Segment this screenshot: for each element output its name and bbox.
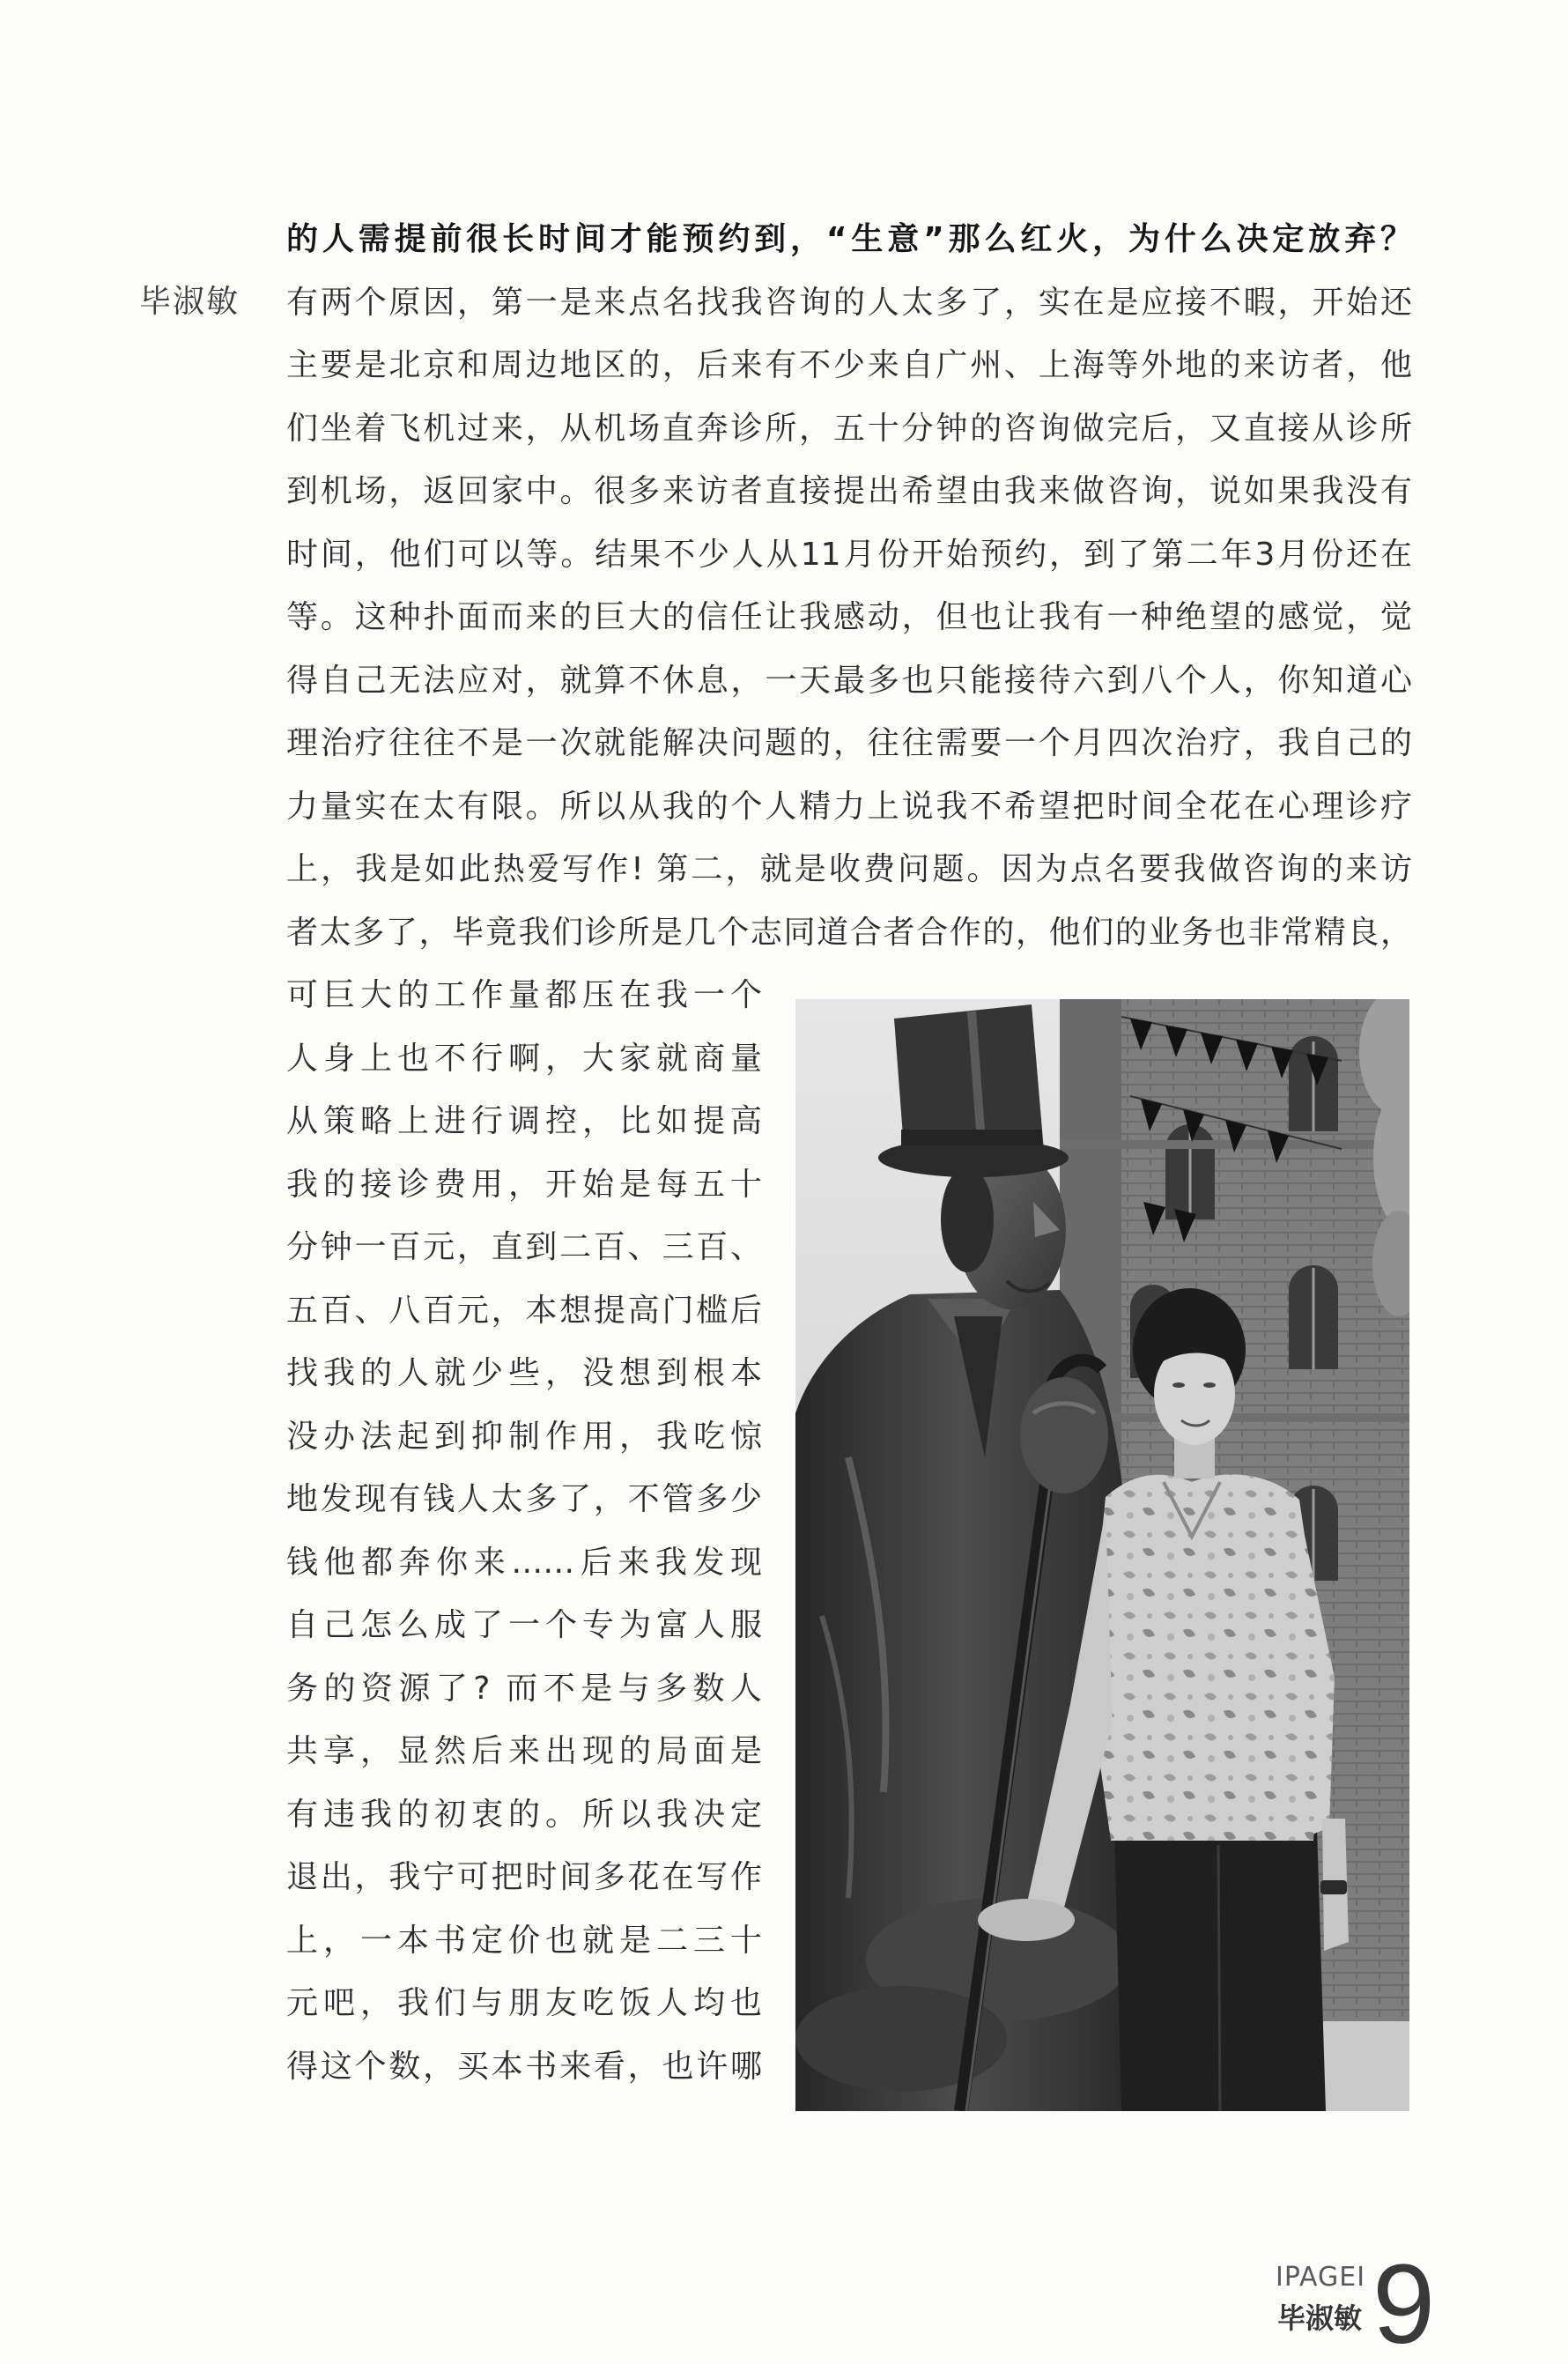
answer-line: 理治疗往往不是一次就能解决问题的，往往需要一个月四次治疗，我自己的 — [286, 725, 1412, 761]
photo-statue-and-author — [795, 999, 1409, 2111]
answer-line: 共享，显然后来出现的局面是 — [286, 1733, 762, 1769]
answer-line: 们坐着飞机过来，从机场直奔诊所，五十分钟的咨询做完后，又直接从诊所 — [286, 410, 1412, 447]
answer-line: 得自己无法应对，就算不休息，一天最多也只能接待六到八个人，你知道心 — [286, 662, 1412, 699]
answer-line: 可巨大的工作量都压在我一个 — [286, 977, 762, 1013]
answer-line: 主要是北京和周边地区的，后来有不少来自广州、上海等外地的来访者，他 — [286, 347, 1412, 383]
speaker-label: 毕淑敏 — [139, 284, 240, 320]
answer-line: 找我的人就少些，没想到根本 — [286, 1355, 762, 1391]
answer-line: 从策略上进行调控，比如提高 — [286, 1103, 762, 1139]
statue-hand — [1020, 1377, 1108, 1493]
answer-line: 有两个原因，第一是来点名找我咨询的人太多了，实在是应接不暇，开始还 — [286, 284, 1412, 321]
woman-hand — [978, 1899, 1075, 1941]
question-line: 的人需提前很长时间才能预约到，“生意”那么红火，为什么决定放弃？ — [286, 221, 1412, 257]
running-footer-author: 毕淑敏 — [1277, 2301, 1363, 2335]
answer-line: 上，一本书定价也就是二三十 — [286, 1922, 762, 1959]
answer-line: 我的接诊费用，开始是每五十 — [286, 1166, 762, 1203]
answer-line: 得这个数，买本书来看，也许哪 — [286, 2048, 762, 2085]
answer-line: 退出，我宁可把时间多花在写作 — [286, 1859, 762, 1895]
answer-line: 者太多了，毕竟我们诊所是几个志同道合者合作的，他们的业务也非常精良， — [286, 914, 1412, 951]
answer-line: 时间，他们可以等。结果不少人从11月份开始预约，到了第二年3月份还在 — [286, 536, 1412, 573]
page-number: 9 — [1372, 2242, 1436, 2364]
answer-line: 上，我是如此热爱写作! 第二，就是收费问题。因为点名要我做咨询的来访 — [286, 851, 1412, 887]
answer-line: 元吧，我们与朋友吃饭人均也 — [286, 1985, 762, 2021]
answer-line: 自己怎么成了一个专为富人服 — [286, 1607, 762, 1643]
answer-line: 人身上也不行啊，大家就商量 — [286, 1040, 762, 1077]
answer-line: 地发现有钱人太多了，不管多少 — [286, 1481, 762, 1517]
answer-line: 钱他都奔你来……后来我发现 — [286, 1544, 762, 1581]
answer-line: 力量实在太有限。所以从我的个人精力上说我不希望把时间全花在心理诊疗 — [286, 788, 1412, 825]
wristwatch — [1320, 1880, 1347, 1894]
answer-line: 务的资源了? 而不是与多数人 — [286, 1670, 762, 1707]
answer-line: 到机场，返回家中。很多来访者直接提出希望由我来做咨询，说如果我没有 — [286, 473, 1412, 509]
answer-line: 等。这种扑面而来的巨大的信任让我感动，但也让我有一种绝望的感觉，觉 — [286, 599, 1412, 635]
answer-line: 有违我的初衷的。所以我决定 — [286, 1796, 762, 1833]
answer-line: 没办法起到抑制作用，我吃惊 — [286, 1418, 762, 1455]
answer-line: 五百、八百元，本想提高门槛后 — [286, 1292, 762, 1329]
page-label: IPAGEI — [1276, 2262, 1366, 2293]
answer-line: 分钟一百元，直到二百、三百、 — [286, 1229, 762, 1265]
